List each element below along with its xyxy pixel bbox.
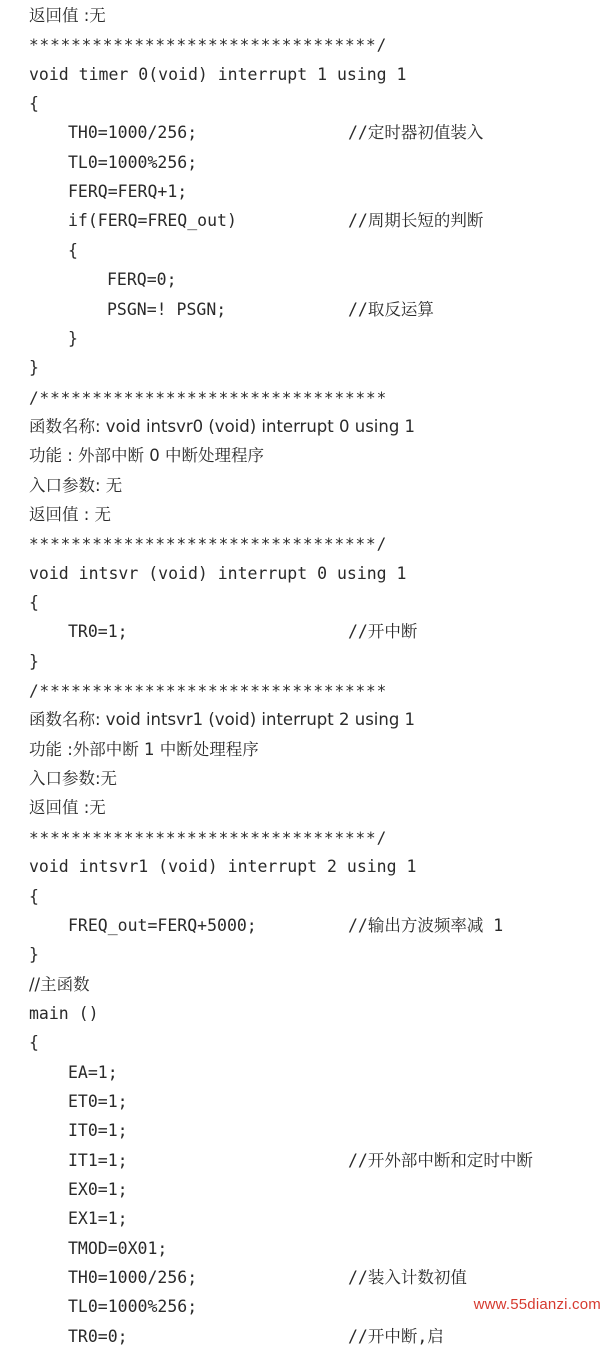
code-text: }	[29, 358, 39, 378]
code-line	[0, 265, 609, 294]
code-line	[0, 353, 609, 382]
code-line	[0, 735, 609, 764]
code-text: }	[29, 945, 39, 965]
code-text: {	[29, 886, 39, 906]
code-line	[0, 1234, 609, 1263]
code-text: void intsvr (void) interrupt 0 using 1	[29, 563, 407, 583]
code-line	[0, 1087, 609, 1116]
code-line	[0, 500, 609, 529]
code-text: void intsvr1 (void) interrupt 2 using 1	[29, 857, 417, 877]
code-line	[0, 206, 609, 235]
code-comment: //周期长短的判断	[348, 211, 484, 231]
code-text: ET0=1;	[68, 1091, 128, 1111]
code-text: {	[68, 240, 78, 260]
code-text: 返回值 :无	[29, 798, 106, 818]
code-line	[0, 1058, 609, 1087]
code-text: /*********************************	[29, 681, 388, 701]
code-text: //主函数	[29, 974, 90, 994]
code-line	[0, 617, 609, 646]
code-text: {	[29, 593, 39, 612]
code-line	[0, 118, 609, 147]
code-comment: //定时器初值装入	[348, 123, 484, 143]
code-text: 函数名称: void intsvr0 (void) interrupt 0 using 1	[29, 416, 416, 436]
code-text: PSGN=! PSGN;	[107, 299, 227, 319]
code-line	[0, 970, 609, 999]
code-line	[0, 999, 609, 1028]
code-line	[0, 823, 609, 852]
code-line	[0, 471, 609, 500]
code-line	[0, 60, 609, 89]
code-line	[0, 441, 609, 470]
code-line	[0, 1, 609, 30]
code-text: FREQ_out=FERQ+5000;	[68, 915, 257, 935]
code-text: void timer 0(void) interrupt 1 using 1	[29, 64, 407, 84]
code-text: 返回值 :无	[29, 6, 106, 25]
code-line	[0, 588, 609, 617]
code-text: 函数名称: void intsvr1 (void) interrupt 2 using 1	[29, 710, 416, 730]
code-text: FERQ=0;	[107, 270, 177, 290]
code-text: 入口参数:无	[29, 769, 118, 789]
code-text: IT0=1;	[68, 1121, 128, 1141]
code-text: 返回值 : 无	[29, 504, 112, 524]
code-text: 入口参数: 无	[29, 475, 123, 495]
code-line	[0, 30, 609, 59]
code-line	[0, 236, 609, 265]
code-line	[0, 177, 609, 206]
code-line	[0, 89, 609, 118]
code-line	[0, 559, 609, 588]
code-line	[0, 1028, 609, 1057]
code-line	[0, 793, 609, 822]
code-text: EX1=1;	[68, 1209, 128, 1229]
code-line	[0, 1322, 609, 1351]
code-text: TMOD=0X01;	[68, 1238, 168, 1258]
code-line	[0, 148, 609, 177]
code-line	[0, 676, 609, 705]
code-line	[0, 1116, 609, 1145]
code-text: {	[29, 94, 39, 114]
code-text: 功能 :外部中断 1 中断处理程序	[29, 739, 259, 759]
code-text: FERQ=FERQ+1;	[68, 182, 188, 202]
code-text: 功能 : 外部中断 0 中断处理程序	[29, 446, 265, 466]
code-text: EA=1;	[68, 1062, 118, 1082]
code-comment: //装入计数初值	[348, 1268, 467, 1288]
code-line	[0, 647, 609, 676]
code-text: }	[29, 651, 39, 671]
code-line	[0, 1204, 609, 1233]
code-text: if(FERQ=FREQ_out)	[68, 211, 237, 231]
code-line	[0, 852, 609, 881]
code-comment: //取反运算	[348, 299, 434, 319]
code-text: *********************************/	[29, 827, 388, 847]
code-line	[0, 1263, 609, 1292]
code-text: *********************************/	[29, 534, 388, 554]
code-line	[0, 295, 609, 324]
code-text: TL0=1000%256;	[68, 152, 198, 172]
code-line	[0, 705, 609, 734]
code-text: *********************************/	[29, 35, 388, 55]
code-line	[0, 412, 609, 441]
code-line	[0, 911, 609, 940]
code-text: IT1=1;	[68, 1150, 128, 1170]
code-comment: //开外部中断和定时中断	[348, 1150, 533, 1170]
code-line	[0, 1146, 609, 1175]
code-comment: //输出方波频率减 1	[348, 915, 504, 935]
code-comment: //开中断,启	[348, 1326, 444, 1346]
code-text: TH0=1000/256;	[68, 1268, 198, 1288]
code-text: TR0=0;	[68, 1326, 128, 1346]
watermark-text: www.55dianzi.com	[473, 1296, 601, 1313]
code-line	[0, 529, 609, 558]
code-line	[0, 764, 609, 793]
code-line	[0, 882, 609, 911]
code-text: main ()	[29, 1003, 99, 1023]
code-text: EX0=1;	[68, 1180, 128, 1199]
code-text: TH0=1000/256;	[68, 123, 198, 143]
code-comment: //开中断	[348, 622, 418, 642]
code-text: TL0=1000%256;	[68, 1297, 198, 1317]
code-line	[0, 940, 609, 969]
code-line	[0, 383, 609, 412]
code-text: {	[29, 1033, 39, 1053]
code-line	[0, 324, 609, 353]
code-text: TR0=1;	[68, 622, 128, 642]
code-text: }	[68, 328, 78, 348]
code-text: /*********************************	[29, 387, 388, 407]
code-line	[0, 1175, 609, 1204]
